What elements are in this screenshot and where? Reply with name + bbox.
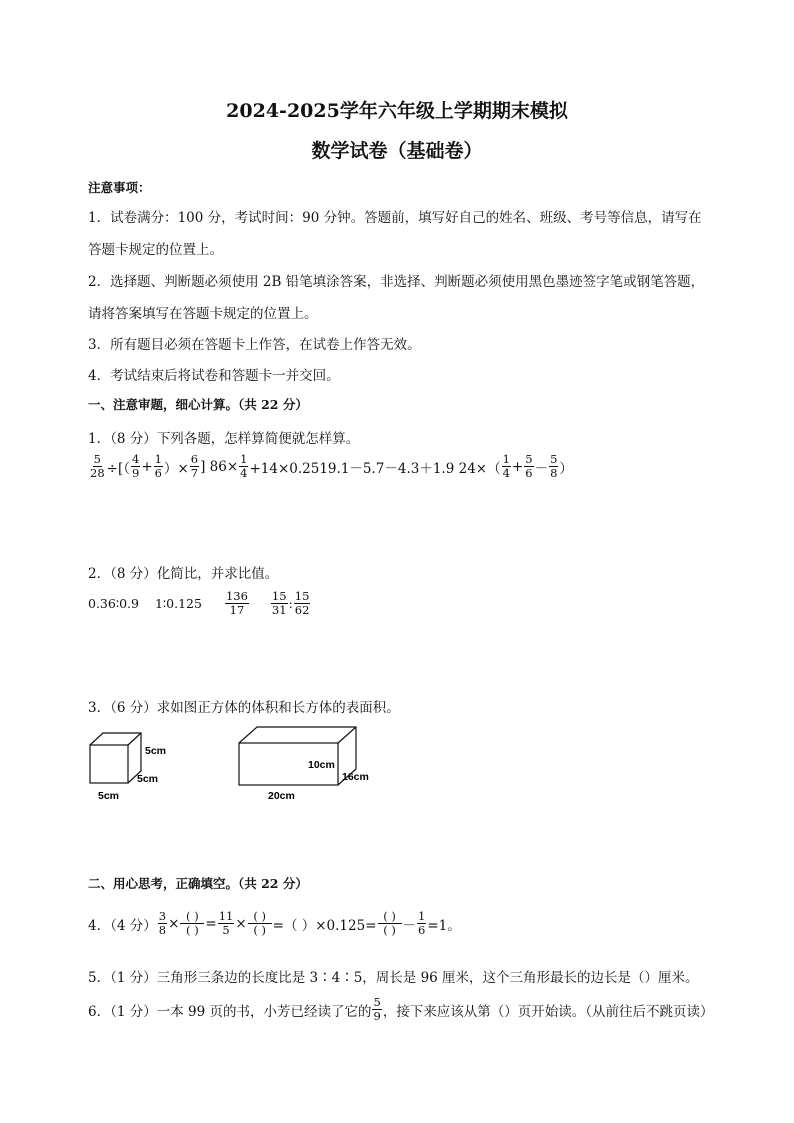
expression-text: =（ ）×0.125= — [272, 917, 377, 934]
page-title: 2024-2025学年六年级上学期期末模拟 — [226, 100, 568, 122]
operator: : — [288, 596, 293, 611]
question-number: 4．（4 分） — [88, 917, 157, 934]
notice-item-1-line-1: 1．试卷满分：100 分，考试时间：90 分钟。答题前，填写好自己的姓名、班级、考号等信息，请写在 — [88, 210, 702, 226]
fraction: $\frac{1}{6}$ — [418, 909, 426, 937]
cuboid-depth-label: 16cm — [342, 771, 369, 783]
operator: ÷[（ — [106, 460, 130, 477]
operator: － — [402, 917, 417, 934]
cube-figure — [90, 733, 141, 783]
blank-fraction: $\frac{( )}{( )}$ — [378, 910, 402, 937]
notice-item-1-line-2: 答题卡规定的位置上。 — [88, 242, 223, 258]
question-1-expressions — [88, 453, 573, 480]
operator: ）× — [163, 460, 189, 477]
section-2-heading: 二、用心思考，正确填空。（共 22 分） — [88, 876, 308, 891]
cube-width-label: 5cm — [98, 790, 120, 802]
question-6 — [88, 996, 714, 1023]
fraction: $\frac{15}{62}$ — [294, 589, 310, 617]
cuboid-length-label: 20cm — [268, 790, 295, 802]
fraction: $\frac{5}{28}$ — [90, 452, 105, 480]
page-subtitle: 数学试卷（基础卷） — [311, 140, 483, 162]
expression-text: =1。 — [427, 917, 461, 934]
ratio-text: 0.36∶0.9 — [88, 596, 139, 611]
fraction: $\frac{6}{7}$ — [190, 452, 199, 480]
notice-item-2-line-2: 请将答案填写在答题卡规定的位置上。 — [88, 306, 318, 322]
question-5: 5．（1 分）三角形三条边的长度比是 3∶4∶5，周长是 96 厘米，这个三角形最长的边长是（）厘米。 — [88, 970, 699, 986]
notice-item-4: 4．考试结束后将试卷和答题卡一并交回。 — [88, 368, 340, 384]
cube-height-label: 5cm — [145, 745, 167, 757]
fraction: $\frac{1}{4}$ — [502, 452, 510, 480]
fraction: $\frac{136}{17}$ — [225, 589, 248, 617]
question-1-prompt: 1．（8 分）下列各题，怎样算简便就怎样算。 — [88, 431, 360, 447]
fraction: $\frac{1}{6}$ — [154, 452, 162, 480]
operator: × — [235, 915, 247, 932]
fraction: $\frac{5}{8}$ — [550, 452, 558, 480]
fraction: $\frac{5}{6}$ — [525, 452, 533, 480]
cube-depth-label: 5cm — [137, 773, 159, 785]
operator: = — [205, 915, 217, 932]
solid-figures — [80, 722, 380, 804]
notice-heading: 注意事项： — [88, 180, 151, 195]
operator: － — [534, 460, 549, 477]
fraction: $\frac{15}{31}$ — [271, 589, 287, 617]
notice-item-3: 3．所有题目必须在答题卡上作答，在试卷上作答无效。 — [88, 337, 421, 353]
operator: × — [168, 915, 180, 932]
cuboid-height-label: 10cm — [308, 759, 335, 771]
fraction: $\frac{11}{5}$ — [218, 909, 234, 937]
section-1-heading: 一、注意审题，细心计算。（共 22 分） — [88, 397, 308, 412]
question-4 — [88, 910, 461, 937]
blank-fraction: $\frac{( )}{( )}$ — [180, 910, 204, 937]
operator: + — [141, 458, 153, 475]
question-2-prompt: 2．（8 分）化简比，并求比值。 — [88, 566, 279, 582]
fraction: $\frac{3}{8}$ — [158, 909, 167, 937]
question-text: 6．（1 分）一本 99 页的书，小芳已经读了它的 — [88, 1003, 372, 1020]
fraction: $\frac{1}{4}$ — [240, 452, 248, 480]
operator: + — [511, 458, 524, 475]
operator: ） — [559, 460, 573, 477]
question-text: ，接下来应该从第（）页开始读。（从前往后不跳页读） — [382, 1003, 714, 1020]
question-3-prompt: 3．（6 分）求如图正方体的体积和长方体的表面积。 — [88, 700, 400, 716]
ratio-text: 1∶0.125 — [154, 596, 202, 611]
cuboid-figure — [239, 727, 356, 785]
fraction: $\frac{5}{9}$ — [373, 995, 381, 1023]
expression-text: ] 86× — [200, 458, 239, 475]
question-2-ratios — [88, 590, 311, 617]
fraction: $\frac{4}{9}$ — [131, 452, 140, 480]
notice-item-2-line-1: 2．选择题、判断题必须使用 2B 铅笔填涂答案，非选择、判断题必须使用黑色墨迹签字笔或钢笔答题， — [88, 274, 705, 290]
blank-fraction: $\frac{( )}{( )}$ — [248, 910, 272, 937]
expression-text: +14×0.2519.1－5.7－4.3＋1.9 24×（ — [249, 460, 501, 477]
